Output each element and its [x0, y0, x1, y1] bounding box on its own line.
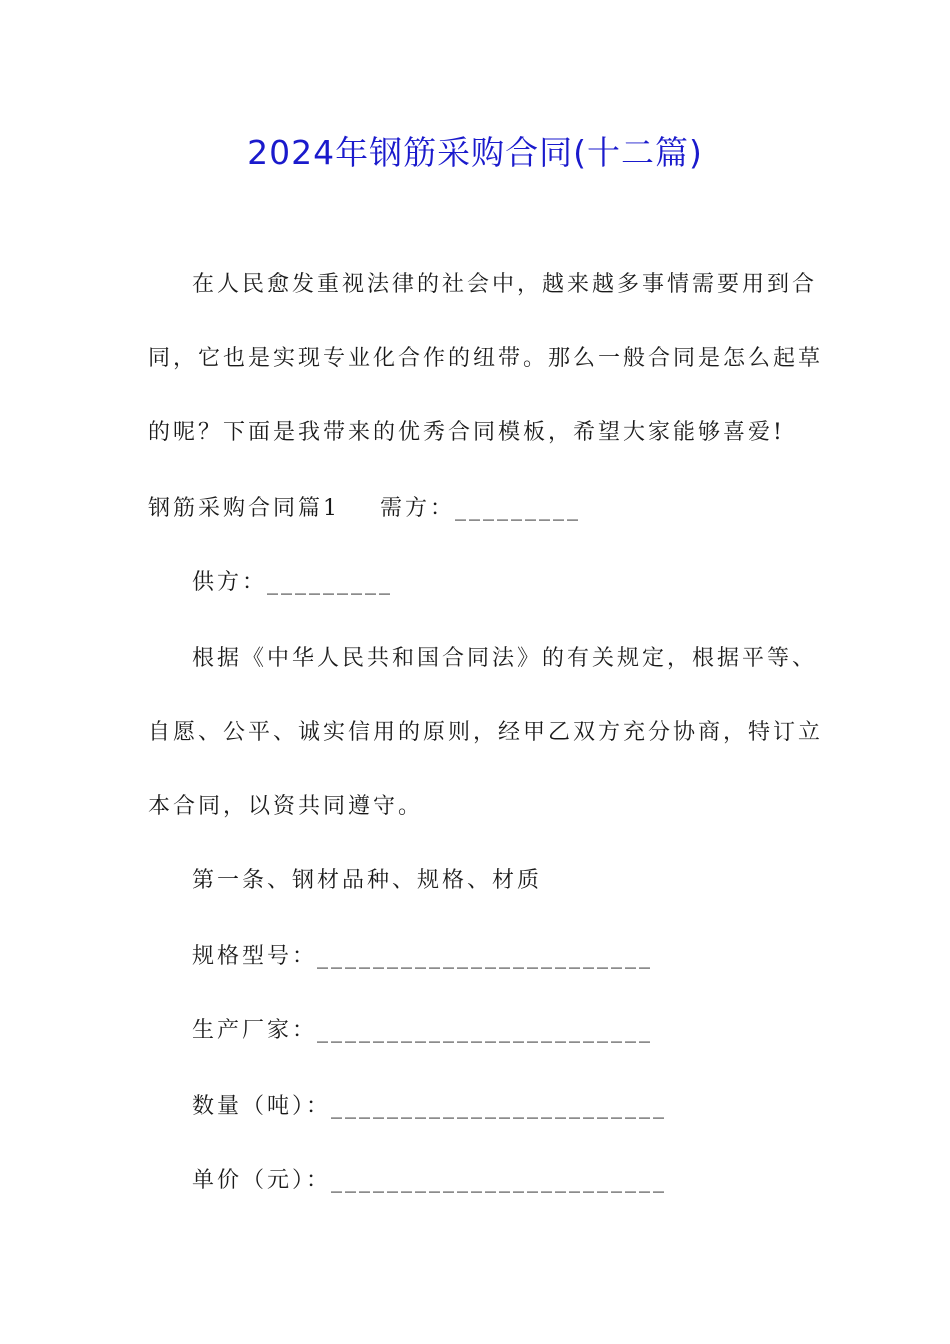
field-label: 单价（元）：	[192, 1168, 332, 1193]
buyer-label: 需方：	[380, 496, 456, 521]
field-blank: ________________________	[331, 1168, 668, 1193]
section-heading: 钢筋采购合同篇1	[148, 496, 340, 521]
field-label: 生产厂家：	[192, 1018, 318, 1043]
buyer-blank: _________	[455, 496, 582, 521]
field-row-manufacturer	[192, 1016, 653, 1046]
intro-line-1: 在人民愈发重视法律的社会中，越来越多事情需要用到合	[192, 272, 818, 297]
field-row-spec	[192, 942, 653, 972]
basis-line-1: 根据《中华人民共和国合同法》的有关规定，根据平等、	[192, 646, 818, 671]
field-row-quantity	[192, 1092, 667, 1122]
field-row-unit-price	[192, 1166, 667, 1196]
field-label: 数量（吨）：	[192, 1094, 332, 1119]
seller-blank: _________	[267, 570, 394, 595]
seller-row	[192, 568, 393, 598]
basis-line-3: 本合同，以资共同遵守。	[148, 794, 424, 819]
field-label: 规格型号：	[192, 944, 318, 969]
section-heading-row	[148, 494, 581, 524]
field-blank: ________________________	[331, 1094, 668, 1119]
basis-line-2: 自愿、公平、诚实信用的原则，经甲乙双方充分协商，特订立	[148, 720, 824, 745]
seller-label: 供方：	[192, 570, 268, 595]
field-blank: ________________________	[317, 944, 654, 969]
intro-line-2: 同，它也是实现专业化合作的纽带。那么一般合同是怎么起草	[148, 346, 824, 371]
intro-line-3: 的呢？下面是我带来的优秀合同模板，希望大家能够喜爱!	[148, 420, 785, 445]
article-1-title: 第一条、钢材品种、规格、材质	[192, 868, 543, 893]
document-title: 2024年钢筋采购合同(十二篇)	[247, 133, 703, 172]
field-blank: ________________________	[317, 1018, 654, 1043]
